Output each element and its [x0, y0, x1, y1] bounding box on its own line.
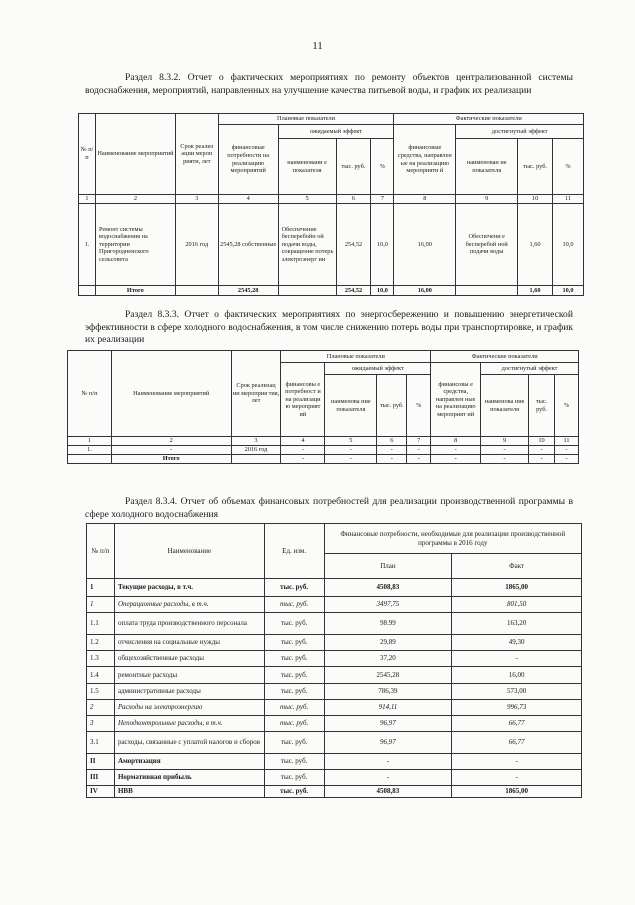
row-fact: 16,00 [452, 667, 582, 684]
col-header-fact-fin: финансовы е средства, направлен ные на реализацию мероприят ий [431, 363, 481, 437]
col-number: 4 [218, 195, 278, 204]
row-unit: тыс. руб. [264, 700, 324, 716]
row-unit: тыс. руб. [264, 635, 324, 651]
total-cell: - [377, 455, 407, 464]
row-fact: 1865,00 [452, 786, 582, 798]
row-fact: 573,00 [452, 684, 582, 700]
row-plan: 96,97 [324, 732, 452, 754]
row-fact: - [452, 770, 582, 786]
col-header-plan: Плановые показатели [281, 351, 431, 363]
col-header-fact-pct: % [553, 139, 584, 195]
row-cell: - [529, 446, 555, 455]
row-name: административные расходы [114, 684, 264, 700]
col-header-plan-fin: финансовые потребности на реализацию мероприятий [218, 125, 278, 195]
col-number: 10 [529, 437, 555, 446]
total-plan-fin: 2545,28 [218, 286, 278, 296]
row-plan-indicator: Обеспечение бесперебойн ой подачи воды, сокращение потерь электроэнерг ии [278, 204, 336, 286]
table-row [87, 579, 582, 597]
row-fact: 163,20 [452, 613, 582, 635]
row-name: Нормативная прибыль [114, 770, 264, 786]
total-cell: - [431, 455, 481, 464]
table-row [87, 770, 582, 786]
row-cell: - [431, 446, 481, 455]
row-plan-pct: 10,0 [371, 204, 394, 286]
section-8-3-2-table [78, 113, 584, 296]
row-name: общехозяйственные расходы [114, 651, 264, 667]
col-header-num: № п/п [68, 351, 112, 437]
table-row [87, 613, 582, 635]
total-cell: - [529, 455, 555, 464]
col-number: 1 [68, 437, 112, 446]
col-header-fact: Фактические показатели [394, 114, 584, 125]
col-header-fact-rub: тыс. руб. [518, 139, 553, 195]
page-number: 11 [312, 40, 323, 52]
col-header-term: Срок реализац ии мероприя тия, лет [231, 351, 281, 437]
col-header-fact: Факт [452, 554, 582, 579]
row-cell: - [481, 446, 529, 455]
column-number-row [79, 195, 584, 204]
row-fact: 66,77 [452, 716, 582, 732]
total-cell: - [281, 455, 325, 464]
row-name: Неподконтрольные расходы, в т.ч. [114, 716, 264, 732]
table-row [87, 754, 582, 770]
row-cell: - [555, 446, 579, 455]
row-cell: - [407, 446, 431, 455]
row-name: Амортизация [114, 754, 264, 770]
col-header-name: Наименование мероприятий [95, 114, 175, 195]
row-name: оплата труда производственного персонала [114, 613, 264, 635]
col-number: 7 [407, 437, 431, 446]
row-num: 3.1 [87, 732, 115, 754]
row-plan: 96,97 [324, 716, 452, 732]
row-plan: 37,20 [324, 651, 452, 667]
total-fact-fin: 16,00 [394, 286, 456, 296]
row-unit: тыс. руб. [264, 597, 324, 613]
col-number: 5 [325, 437, 377, 446]
row-plan: 4508,83 [324, 579, 452, 597]
row-num: 3 [87, 716, 115, 732]
section-8-3-2-heading: Раздел 8.3.2. Отчет о фактических мероприятиях по ремонту объектов централизованной системы водоснабжения, мероприятий, направленных на улучшение качества питьевой воды, и график их реализации [85, 72, 573, 96]
total-plan-pct: 10,0 [371, 286, 394, 296]
col-header-plan-effect: ожидаемый эффект [325, 363, 431, 375]
col-header-unit: Ед. изм. [264, 524, 324, 579]
row-unit: тыс. руб. [264, 770, 324, 786]
col-header-fact-effect: достигнутый эффект [481, 363, 579, 375]
col-number: 4 [281, 437, 325, 446]
row-name: расходы, связанные с уплатой налогов и сборов [114, 732, 264, 754]
table-row [87, 716, 582, 732]
row-num: 1 [87, 597, 115, 613]
row-unit: тыс. руб. [264, 613, 324, 635]
col-header-plan-fin: финансовы е потребност и на реализаци ю мероприят ий [281, 363, 325, 437]
section-8-3-4-table [86, 523, 582, 798]
table-row [68, 446, 579, 455]
row-fact: - [452, 754, 582, 770]
total-cell: - [407, 455, 431, 464]
row-num: II [87, 754, 115, 770]
col-number: 8 [394, 195, 456, 204]
row-fact-pct: 10,0 [553, 204, 584, 286]
col-header-plan-indicator: наименова ние показателя [325, 375, 377, 437]
table-row [79, 204, 584, 286]
row-fact: 996,73 [452, 700, 582, 716]
total-row [79, 286, 584, 296]
col-number: 8 [431, 437, 481, 446]
row-cell: - [281, 446, 325, 455]
col-header-term: Срок реализ ации мероп рияти, лет [175, 114, 218, 195]
row-plan-fin: 2545,28 собственные [218, 204, 278, 286]
col-header-fact-rub: тыс. руб. [529, 375, 555, 437]
row-fact: 49,30 [452, 635, 582, 651]
col-header-fact-pct: % [555, 375, 579, 437]
col-number: 7 [371, 195, 394, 204]
table-row [87, 597, 582, 613]
row-name: Текущие расходы, в т.ч. [114, 579, 264, 597]
row-num: 2 [87, 700, 115, 716]
row-plan: 29,89 [324, 635, 452, 651]
col-header-plan-pct: % [371, 139, 394, 195]
col-number: 2 [95, 195, 175, 204]
row-fact: 1865,00 [452, 579, 582, 597]
total-cell: - [325, 455, 377, 464]
col-header-num: № п/п [87, 524, 115, 579]
row-plan: - [324, 754, 452, 770]
total-label: Итого [95, 286, 175, 296]
row-name: - [111, 446, 231, 455]
total-cell: - [555, 455, 579, 464]
row-name: ремонтные расходы [114, 667, 264, 684]
row-plan: 4508,83 [324, 786, 452, 798]
row-cell: - [377, 446, 407, 455]
row-term: 2016 год [175, 204, 218, 286]
row-fact-indicator: Обеспечени е бесперебой ной подачи воды [456, 204, 518, 286]
col-header-plan-effect: ожидаемый эффект [278, 125, 394, 139]
col-number: 3 [175, 195, 218, 204]
table-row [87, 732, 582, 754]
total-row [68, 455, 579, 464]
row-num: IV [87, 786, 115, 798]
row-unit: тыс. руб. [264, 716, 324, 732]
row-name: Ремонт системы водоснабжения на территории Пригородненского сельсовета [95, 204, 175, 286]
col-number: 6 [336, 195, 371, 204]
row-num: 1.5 [87, 684, 115, 700]
total-plan-rub: 254,52 [336, 286, 371, 296]
column-number-row [68, 437, 579, 446]
total-fact-pct: 10,0 [553, 286, 584, 296]
row-plan: 3497,75 [324, 597, 452, 613]
row-num: III [87, 770, 115, 786]
col-number: 6 [377, 437, 407, 446]
section-8-3-3-heading: Раздел 8.3.3. Отчет о фактических мероприятиях по энергосбережению и повышению энергетической эффективности в сфере холодного водоснабжения, в том числе снижению потерь воды при транспортировке, и график их реализации [85, 309, 573, 345]
col-number: 10 [518, 195, 553, 204]
row-unit: тыс. руб. [264, 786, 324, 798]
row-num: 1.2 [87, 635, 115, 651]
row-plan: 786,39 [324, 684, 452, 700]
row-fact: - [452, 651, 582, 667]
col-number: 11 [553, 195, 584, 204]
col-header-needs: Финансовые потребности, необходимые для реализации производственной программы в 2016 году [324, 524, 581, 554]
section-8-3-3-table [67, 350, 579, 464]
row-plan-rub: 254,52 [336, 204, 371, 286]
table-row [87, 651, 582, 667]
row-term: 2016 год [231, 446, 281, 455]
row-cell: - [325, 446, 377, 455]
col-header-fact-effect: достигнутый эффект [456, 125, 584, 139]
row-plan: 914,11 [324, 700, 452, 716]
total-label: Итого [111, 455, 231, 464]
row-fact: 801,50 [452, 597, 582, 613]
col-number: 2 [111, 437, 231, 446]
col-header-fact: Фактические показатели [431, 351, 579, 363]
col-header-num: № п/ п [79, 114, 96, 195]
row-fact: 66,77 [452, 732, 582, 754]
col-header-plan: Плановые показатели [218, 114, 394, 125]
row-plan: - [324, 770, 452, 786]
row-num: 1. [79, 204, 96, 286]
row-num: 1. [68, 446, 112, 455]
row-unit: тыс. руб. [264, 684, 324, 700]
col-number: 1 [79, 195, 96, 204]
row-name: Операционные расходы, в т.ч. [114, 597, 264, 613]
row-name: Расходы на электроэнергию [114, 700, 264, 716]
row-unit: тыс. руб. [264, 667, 324, 684]
col-header-name: Наименование мероприятий [111, 351, 231, 437]
table-row [87, 786, 582, 798]
row-unit: тыс. руб. [264, 651, 324, 667]
row-fact-rub: 1,60 [518, 204, 553, 286]
row-plan: 98.99 [324, 613, 452, 635]
row-unit: тыс. руб. [264, 732, 324, 754]
table-row [87, 700, 582, 716]
col-header-plan-indicator: наименовани е показателя [278, 139, 336, 195]
col-number: 11 [555, 437, 579, 446]
col-number: 9 [481, 437, 529, 446]
total-cell: - [481, 455, 529, 464]
row-name: отчисления на социальные нужды [114, 635, 264, 651]
row-num: 1.1 [87, 613, 115, 635]
total-fact-rub: 1,60 [518, 286, 553, 296]
row-num: 1.4 [87, 667, 115, 684]
row-num: 1 [87, 579, 115, 597]
col-header-plan-pct: % [407, 375, 431, 437]
row-num: 1.3 [87, 651, 115, 667]
table-row [87, 684, 582, 700]
col-header-plan-rub: тыс. руб. [377, 375, 407, 437]
col-number: 3 [231, 437, 281, 446]
col-header-fact-indicator: наименован ие показателя [456, 139, 518, 195]
row-fact-fin: 16,00 [394, 204, 456, 286]
col-header-name: Наименование [114, 524, 264, 579]
col-header-fact-fin: финансовые средства, направлен ые на реализацию мероприяти й [394, 125, 456, 195]
row-unit: тыс. руб. [264, 754, 324, 770]
section-8-3-4-heading: Раздел 8.3.4. Отчет об объемах финансовых потребностей для реализации производственной программы в сфере холодного водоснабжения [85, 496, 573, 520]
col-header-fact-indicator: наименова ние показателя [481, 375, 529, 437]
row-name: НВВ [114, 786, 264, 798]
row-unit: тыс. руб. [264, 579, 324, 597]
table-row [87, 635, 582, 651]
row-plan: 2545,28 [324, 667, 452, 684]
col-header-plan: План [324, 554, 452, 579]
col-number: 9 [456, 195, 518, 204]
col-number: 5 [278, 195, 336, 204]
table-row [87, 667, 582, 684]
col-header-plan-rub: тыс. руб. [336, 139, 371, 195]
